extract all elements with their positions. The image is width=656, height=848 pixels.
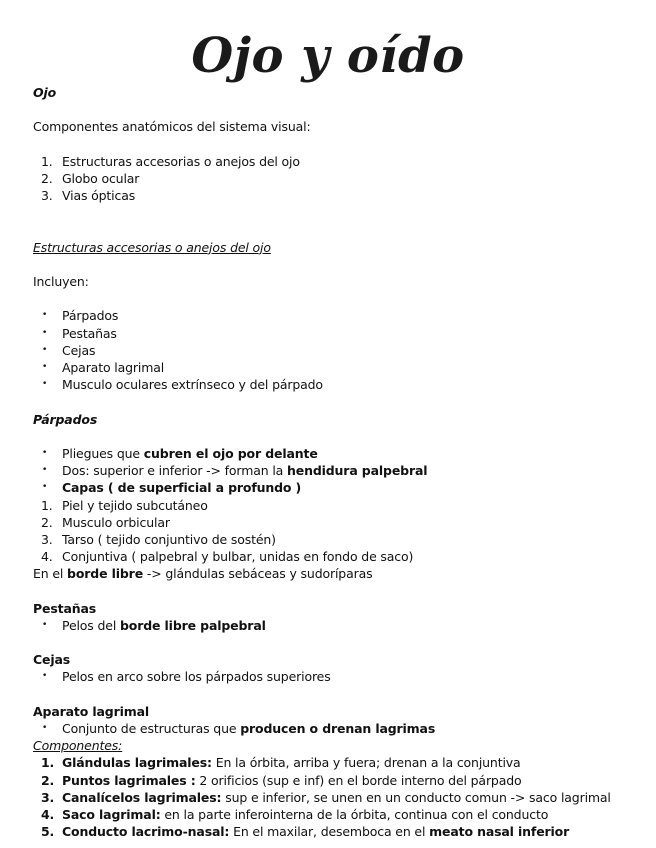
list-number: 1. — [41, 153, 53, 169]
section-heading: Ojo — [33, 85, 57, 100]
bullet-item — [33, 479, 633, 496]
list-number: 4. — [41, 806, 55, 822]
bullet-marker: • — [42, 447, 48, 458]
numbered-item — [33, 497, 633, 514]
bold-text: Glándulas lagrimales: — [62, 755, 212, 771]
text-run: Dos: superior e inferior -> forman la — [62, 463, 287, 479]
numbered-item — [33, 170, 633, 187]
bullet-marker: • — [42, 379, 48, 390]
section-heading: Estructuras accesorias o anejos del ojo — [33, 239, 271, 255]
numbered-item — [33, 153, 633, 170]
list-number: 1. — [41, 755, 55, 771]
bullet-item — [33, 359, 633, 376]
list-number: 2. — [41, 170, 53, 186]
bold-text: Puntos lagrimales : — [62, 772, 196, 788]
bullet-item — [33, 342, 633, 359]
text-run: Componentes anatómicos del sistema visual: — [33, 119, 311, 135]
numbered-item — [33, 806, 633, 823]
numbered-item — [33, 514, 633, 531]
list-number: 1. — [41, 497, 53, 513]
text-run: Pestañas — [62, 325, 117, 341]
document-body — [33, 84, 633, 840]
paragraph — [33, 118, 633, 135]
bullet-item — [33, 462, 633, 479]
text-run: sup e inferior, se unen en un conducto comun -> saco lagrimal — [221, 789, 611, 805]
blank-line — [33, 290, 633, 307]
text-run: Tarso ( tejido conjuntivo de sostén) — [62, 531, 276, 547]
bullet-item — [33, 325, 633, 342]
numbered-item — [33, 187, 633, 204]
bold-text: hendidura palpebral — [287, 463, 428, 479]
numbered-item — [33, 531, 633, 548]
text-run: en la parte inferointerna de la órbita, continua con el conducto — [160, 806, 549, 822]
text-run: Cejas — [62, 342, 96, 358]
list-number: 3. — [41, 531, 53, 547]
numbered-item — [33, 789, 633, 806]
text-run: Musculo oculares extrínseco y del párpado — [62, 377, 323, 393]
blank-line — [33, 686, 633, 703]
text-run: En el maxilar, desemboca en el — [229, 824, 430, 840]
text-run: Aparato lagrimal — [62, 360, 165, 375]
text-run: Pelos en arco sobre los párpados superiores — [62, 669, 331, 685]
blank-line — [33, 393, 633, 410]
text-run: Conjuntiva ( palpebral y bulbar, unidas en fondo de saco) — [62, 549, 414, 565]
blank-line — [33, 222, 633, 239]
list-number: 3. — [41, 188, 53, 204]
text-run: Estructuras accesorias o anejos del ojo — [62, 153, 300, 169]
bullet-marker: • — [42, 482, 48, 493]
text-run: Párpados — [62, 308, 119, 324]
bullet-marker: • — [42, 619, 48, 630]
paragraph — [33, 273, 633, 290]
section-heading: Aparato lagrimal — [33, 703, 150, 719]
blank-line — [33, 136, 633, 153]
bullet-item — [33, 376, 633, 393]
numbered-item — [33, 754, 633, 771]
bullet-item — [33, 720, 633, 737]
bold-text: meato nasal inferior — [429, 824, 570, 840]
text-run: 2 orificios (sup e inf) en el borde interno del párpado — [195, 772, 522, 788]
bold-text: Conducto lacrimo-nasal: — [62, 824, 230, 840]
text-run: En la órbita, arriba y fuera; drenan a la conjuntiva — [211, 755, 521, 771]
list-number: 5. — [41, 824, 55, 840]
bullet-marker: • — [42, 310, 48, 321]
text-run: Incluyen: — [33, 274, 89, 290]
text-run: Musculo orbicular — [62, 514, 170, 530]
section-heading: Componentes: — [33, 738, 123, 754]
list-number: 2. — [41, 514, 53, 530]
blank-line — [33, 204, 633, 221]
bullet-marker: • — [42, 671, 48, 682]
section-heading: Cejas — [33, 652, 71, 668]
bullet-marker: • — [42, 344, 48, 355]
text-run: -> glándulas sebáceas y sudoríparas — [143, 566, 373, 582]
bold-text: cubren el ojo por delante — [143, 445, 318, 461]
list-number: 4. — [41, 549, 53, 565]
numbered-item — [33, 772, 633, 789]
bullet-item — [33, 307, 633, 324]
list-number: 3. — [41, 789, 55, 805]
blank-line — [33, 634, 633, 651]
list-number: 2. — [41, 772, 55, 788]
bullet-marker: • — [42, 362, 48, 372]
blank-line — [33, 256, 633, 273]
text-run: Piel y tejido subcutáneo — [62, 497, 208, 513]
bullet-item — [33, 617, 633, 634]
text-run: Vias ópticas — [62, 188, 136, 204]
bold-text: borde libre — [67, 566, 144, 582]
numbered-item — [33, 548, 633, 565]
blank-line — [33, 582, 633, 599]
document-title: Ojo y oído — [191, 28, 465, 84]
paragraph — [33, 565, 633, 582]
text-run: En el — [33, 566, 68, 582]
bullet-marker: • — [42, 465, 48, 476]
bullet-item — [33, 668, 633, 685]
bold-text: Saco lagrimal: — [62, 806, 161, 822]
bullet-marker: • — [42, 722, 48, 733]
bold-text: Canalícelos lagrimales: — [62, 789, 222, 805]
bullet-item — [33, 445, 633, 462]
bold-text: producen o drenan lagrimas — [240, 720, 436, 736]
blank-line — [33, 101, 633, 118]
text-run: Pliegues que — [62, 445, 144, 461]
bold-text: Capas ( de superficial a profundo ) — [62, 480, 302, 496]
bullet-marker: • — [42, 327, 48, 338]
bold-text: borde libre palpebral — [119, 617, 266, 633]
numbered-item — [33, 823, 633, 840]
text-run: Pelos del — [62, 617, 120, 633]
section-heading: Párpados — [33, 411, 98, 427]
text-run: Conjunto de estructuras que — [62, 720, 241, 736]
text-run: Globo ocular — [62, 170, 140, 186]
blank-line — [33, 428, 633, 445]
section-heading: Pestañas — [33, 600, 97, 616]
